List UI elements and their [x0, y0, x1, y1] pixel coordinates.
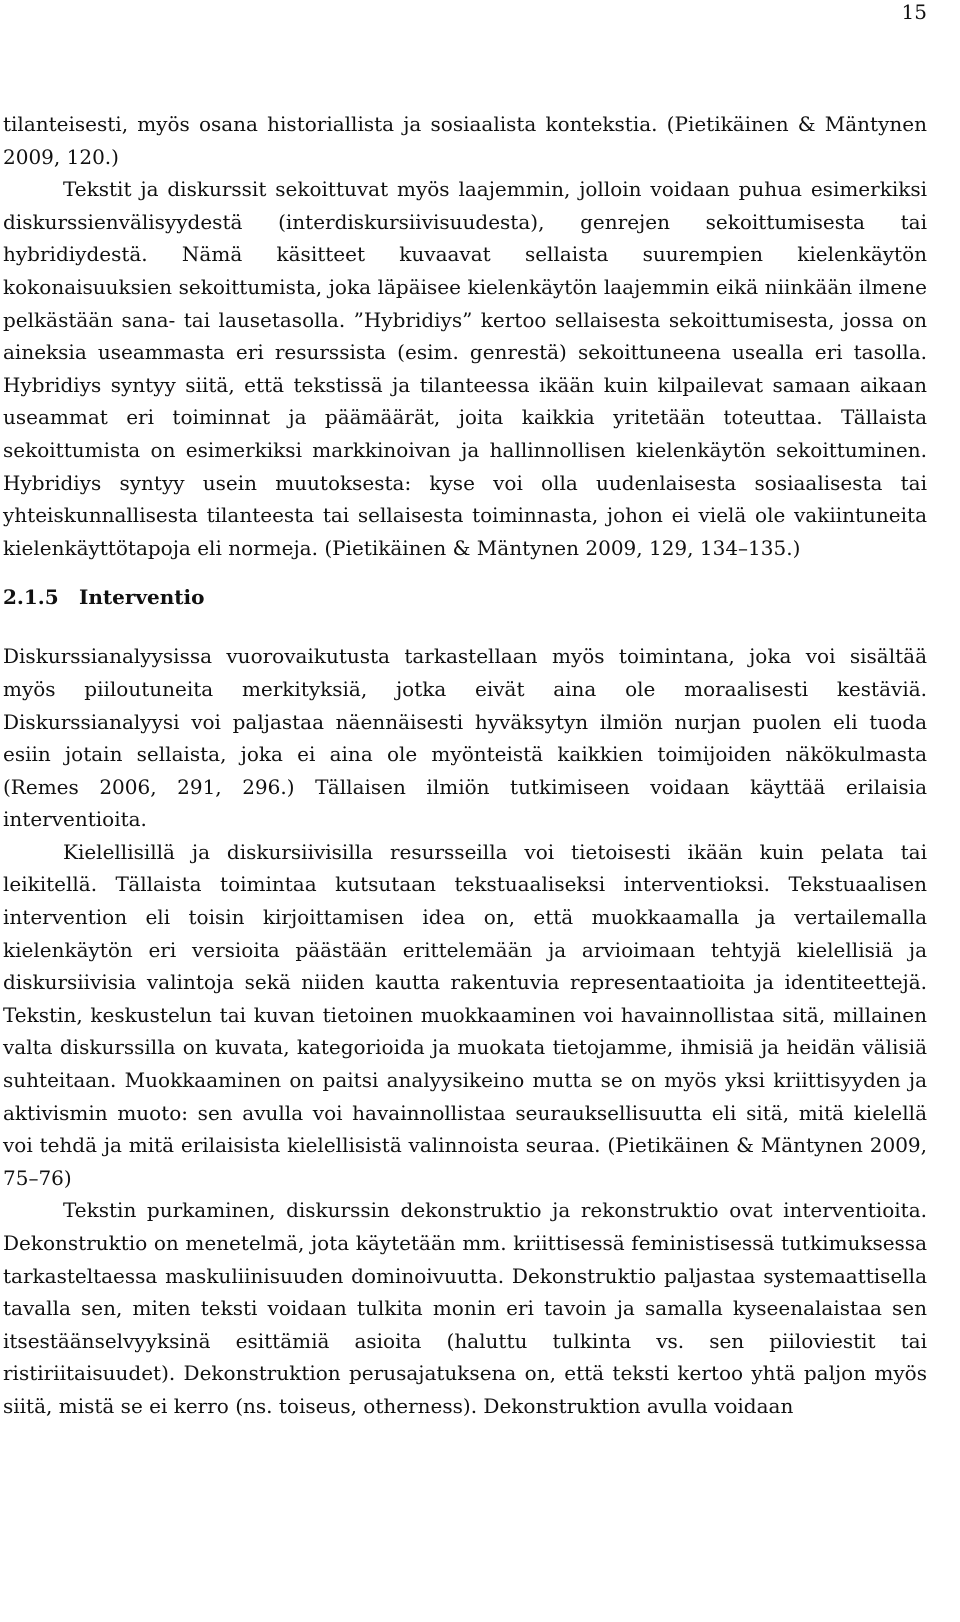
page-number: 15 [901, 0, 927, 24]
paragraph-context-end: tilanteisesti, myös osana historiallista ja sosiaalista kontekstia. (Pietikäinen & Mäntynen 2009, 120.) [3, 112, 927, 169]
section-title: Interventio [79, 585, 205, 610]
paragraph-hybridity: Tekstit ja diskurssit sekoittuvat myös laajemmin, jolloin voidaan puhua esimerkiksi diskurssienvälisyydestä (interdiskursiivisuudesta), genrejen sekoittumisesta tai hybridiydestä. Nämä käsitteet kuvaavat sellaista suurempien kielenkäytön kokonaisuuksien sekoittumista, joka läpäisee kielenkäytön laajemmin eikä niinkään ilmene pelkästään sana- tai lausetasolla. ”Hybridiys” kertoo sellaisesta sekoittumisesta, jossa on aineksia useammasta eri resurssista (esim. genrestä) sekoittuneena usealla eri tasolla. Hybridiys syntyy siitä, että tekstissä ja tilanteessa ikään kuin kilpailevat samaan aikaan useammat eri toiminnat ja päämäärät, joita kaikkia yritetään toteuttaa. Tällaista sekoittumista on esimerkiksi markkinoivan ja hallinnollisen kielenkäytön sekoittuminen. Hybridiys syntyy usein muutoksesta: kyse voi olla uudenlaisesta sosiaalisesta tai yhteiskunnallisesta tilanteesta tai sellaisesta toiminnasta, johon ei vielä ole vakiintuneita kielenkäyttötapoja eli normeja. (Pietikäinen & Mäntynen 2009, 129, 134–135.) [3, 177, 927, 560]
section-number: 2.1.5 [3, 585, 59, 610]
paragraph-intervention-intro: Diskurssianalyysissa vuorovaikutusta tarkastellaan myös toimintana, joka voi sisältää myös piiloutuneita merkityksiä, jotka eivät aina ole moraalisesti kestäviä. Diskurssianalyysi voi paljastaa näennäisesti hyväksytyn ilmiön nurjan puolen eli tuoda esiin jotain sellaista, joka ei aina ole myönteistä kaikkien toimijoiden näkökulmasta (Remes 2006, 291, 296.) Tällaisen ilmiön tutkimiseen voidaan käyttää erilaisia interventioita. [3, 644, 927, 832]
paragraph-textual-intervention: Kielellisillä ja diskursiivisilla resursseilla voi tietoisesti ikään kuin pelata tai leikitellä. Tällaista toimintaa kutsutaan tekstuaaliseksi interventioksi. Tekstuaalisen intervention eli toisin kirjoittamisen idea on, että muokkaamalla ja vertailemalla kielenkäytön eri versioita päästään erittelemään ja arvioimaan tehtyjä kielellisiä ja diskursiivisia valintoja sekä niiden kautta rakentuvia representaatioita ja identiteettejä. Tekstin, keskustelun tai kuvan tietoinen muokkaaminen voi havainnollistaa sitä, millainen valta diskurssilla on kuvata, kategorioida ja muokata tietojamme, ihmisiä ja heidän välisiä suhteitaan. Muokkaaminen on paitsi analyysikeino mutta se on myös yksi kriittisyyden ja aktivismin muoto: sen avulla voi havainnollistaa seurauksellisuutta eli sitä, mitä kielellä voi tehdä ja mitä erilaisista kielellisistä valinnoista seuraa. (Pietikäinen & Mäntynen 2009, 75–76) [3, 839, 927, 1190]
document-body [3, 108, 927, 1423]
section-heading [3, 581, 927, 613]
paragraph-deconstruction: Tekstin purkaminen, diskurssin dekonstruktio ja rekonstruktio ovat interventioita. Dekonstruktio on menetelmä, jota käytetään mm. kriittisessä feministisessä tutkimuksessa tarkasteltaessa maskuliinisuuden dominoivuutta. Dekonstruktio paljastaa systemaattisella tavalla sen, miten teksti voidaan tulkita monin eri tavoin ja samalla kyseenalaistaa sen itsestäänselvyyksinä esittämiä asioita (haluttu tulkinta vs. sen piiloviestit tai ristiriitaisuudet). Dekonstruktion perusajatuksena on, että teksti kertoo yhtä paljon myös siitä, mistä se ei kerro (ns. toiseus, otherness). Dekonstruktion avulla voidaan [3, 1198, 927, 1418]
